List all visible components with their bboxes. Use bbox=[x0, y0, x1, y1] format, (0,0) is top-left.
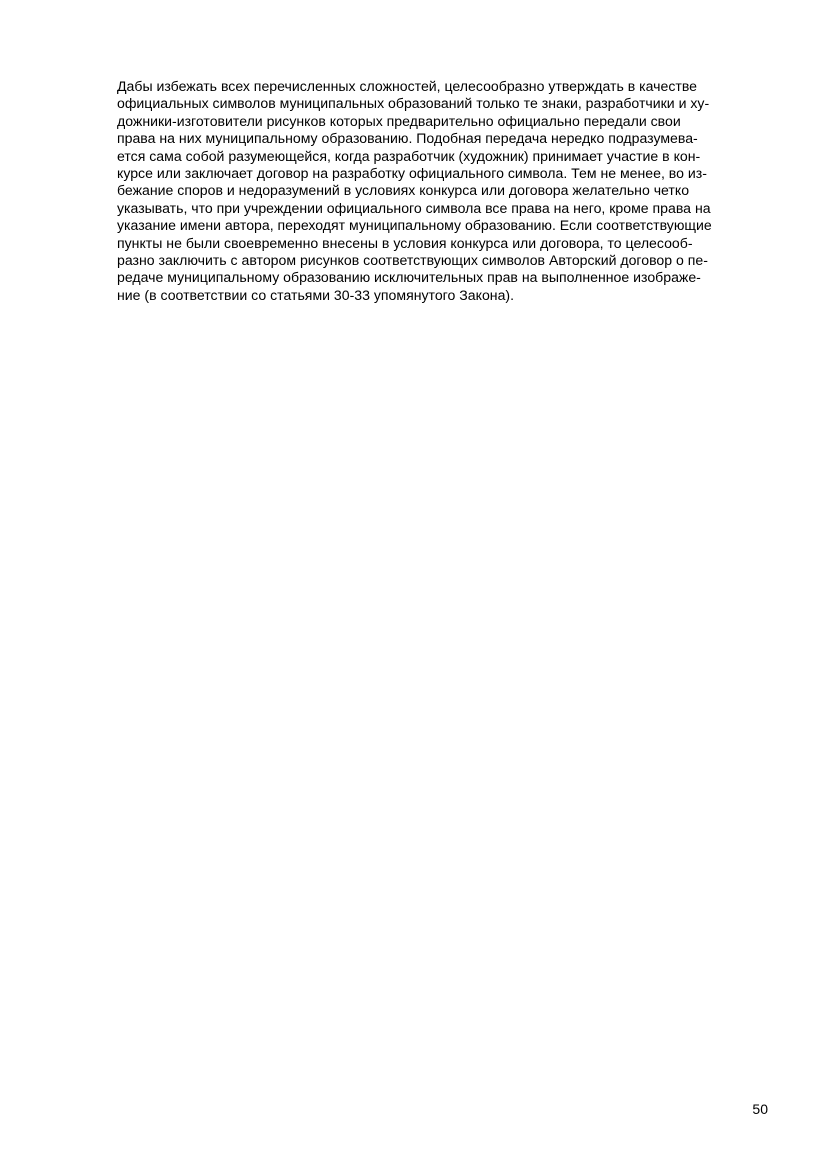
paragraph-line-9: указание имени автора, переходят муниципальному образованию. Если соответствующие bbox=[117, 217, 712, 234]
paragraph-line-1: Дабы избежать всех перечисленных сложностей, целесообразно утверждать в качестве bbox=[117, 78, 697, 94]
paragraph-line-10: пункты не были своевременно внесены в условия конкурса или договора, то целесооб- bbox=[117, 234, 693, 251]
paragraph-line-11: разно заключить с автором рисунков соответствующих символов Авторский договор о пе- bbox=[117, 252, 708, 269]
paragraph-line-12: редаче муниципальному образованию исключительных прав на выполненное изображе- bbox=[117, 269, 701, 286]
page-number: 50 bbox=[752, 1101, 768, 1117]
paragraph-line-7: бежание споров и недоразумений в условиях конкурса или договора желательно четко bbox=[117, 182, 690, 199]
paragraph-line-3: дожники-изготовители рисунков которых предварительно официально передали свои bbox=[117, 112, 681, 129]
paragraph-line-8: указывать, что при учреждении официального символа все права на него, кроме права на bbox=[117, 199, 711, 216]
paragraph-line-13: ние (в соответствии со статьями 30-33 упомянутого Закона). bbox=[117, 286, 515, 303]
paragraph-line-2: официальных символов муниципальных образований только те знаки, разработчики и ху- bbox=[117, 95, 710, 112]
paragraph-line-4: права на них муниципальному образованию. Подобная передача нередко подразумева- bbox=[117, 130, 698, 147]
paragraph-line-6: курсе или заключает договор на разработку официального символа. Тем не менее, во из- bbox=[117, 165, 707, 182]
paragraph-line-5: ется сама собой разумеющейся, когда разработчик (художник) принимает участие в кон- bbox=[117, 147, 701, 164]
body-paragraph bbox=[117, 78, 777, 304]
